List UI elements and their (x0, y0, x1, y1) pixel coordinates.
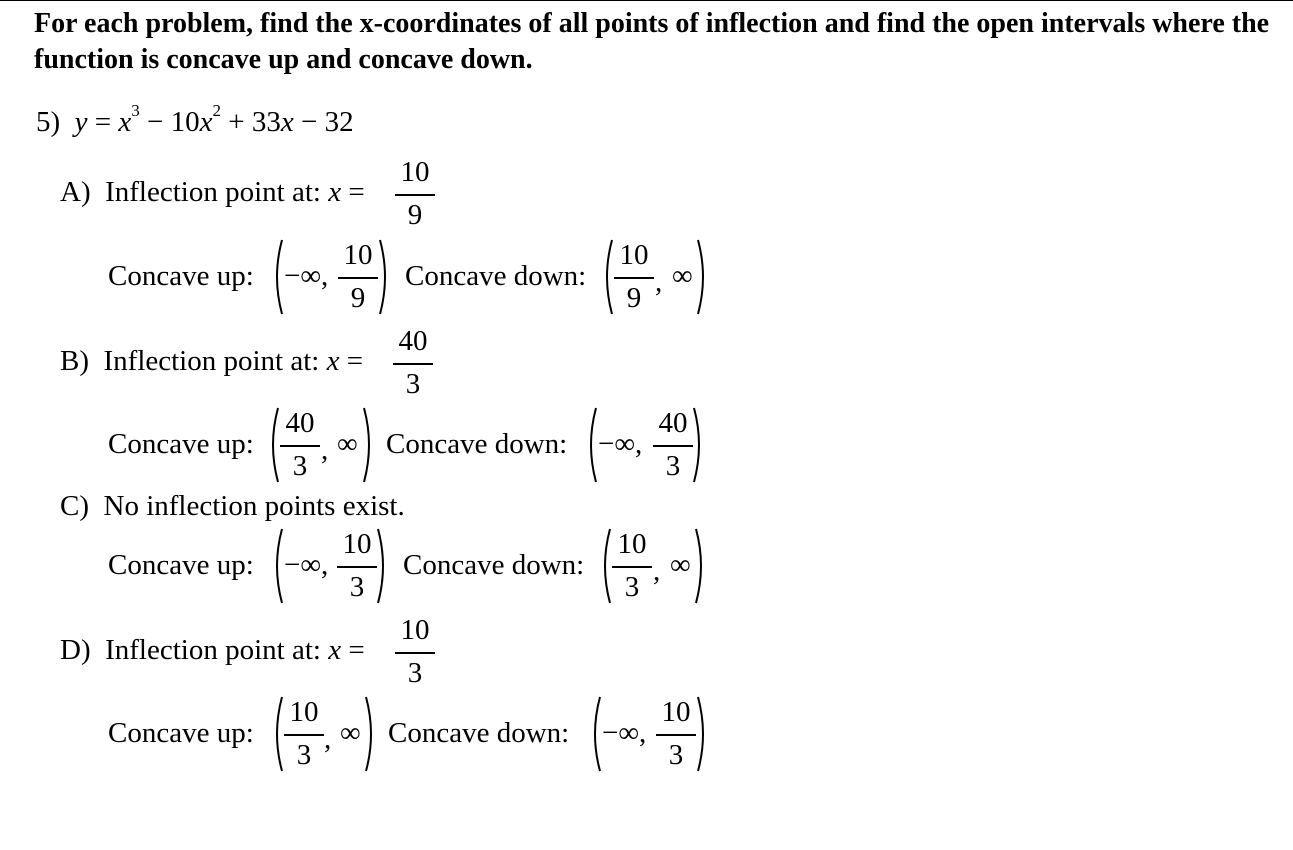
infinity: ∞ (670, 549, 691, 581)
neg-infinity: −∞, (602, 717, 647, 749)
choice-d-concave-up-label: Concave up: (108, 717, 254, 749)
choice-c-up-fraction: 10 3 (337, 530, 377, 603)
infinity: ∞ (672, 260, 693, 292)
choice-b-label: B) Inflection point at: x = (60, 345, 364, 377)
choice-d-down-fraction: 10 3 (656, 698, 696, 771)
infinity: ∞ (340, 717, 361, 749)
left-paren (598, 527, 612, 605)
left-paren (584, 406, 598, 484)
left-paren (270, 527, 284, 605)
eq-term-33x: 33x (251, 106, 294, 138)
left-paren (266, 406, 280, 484)
comma: , (321, 434, 329, 466)
choice-d-label: D) Inflection point at: x = (60, 634, 365, 666)
choice-a-label: A) Inflection point at: x = (60, 176, 365, 208)
neg-infinity: −∞, (284, 260, 329, 292)
choice-a-x-fraction: 10 9 (395, 158, 435, 231)
choice-a-up-fraction: 10 9 (338, 241, 378, 314)
choice-b-x-fraction: 40 3 (393, 327, 433, 400)
choice-a-concave-up-label: Concave up: (108, 260, 254, 292)
right-paren (376, 527, 390, 605)
right-paren (362, 406, 376, 484)
choice-d-up-fraction: 10 3 (284, 698, 324, 771)
right-paren (364, 695, 378, 773)
choice-d-x-fraction: 10 3 (395, 616, 435, 689)
problem-equation: 5) $y = x^3 - 10x^2 + 33x - 32$ (36, 101, 354, 138)
neg-infinity: −∞, (598, 428, 643, 460)
top-rule (0, 0, 1293, 1)
right-paren (696, 695, 710, 773)
choice-c-concave-down-label: Concave down: (403, 549, 585, 581)
right-paren (694, 527, 708, 605)
left-paren (600, 238, 614, 316)
left-paren (270, 238, 284, 316)
choice-b-up-fraction: 40 3 (280, 409, 320, 482)
eq-term-10x: 10x (170, 106, 213, 138)
instructions: For each problem, find the x-coordinates of all points of inflection and find the open intervals where the function is concave up and concave down. (34, 8, 1270, 75)
eq-lhs: y (74, 106, 88, 138)
right-paren (378, 238, 392, 316)
choice-c-concave-up-label: Concave up: (108, 549, 254, 581)
choice-a-down-fraction: 10 9 (614, 241, 654, 314)
right-paren (692, 406, 706, 484)
left-paren (588, 695, 602, 773)
left-paren (270, 695, 284, 773)
right-paren (696, 238, 710, 316)
comma: , (655, 266, 663, 298)
choice-d-concave-down-label: Concave down: (388, 717, 570, 749)
choice-b-concave-up-label: Concave up: (108, 428, 254, 460)
problem-number: 5) (36, 106, 61, 138)
comma: , (653, 555, 661, 587)
choice-a-concave-down-label: Concave down: (405, 260, 587, 292)
comma: , (324, 723, 332, 755)
neg-infinity: −∞, (284, 549, 329, 581)
choice-c-down-fraction: 10 3 (612, 530, 652, 603)
choice-b-concave-down-label: Concave down: (386, 428, 568, 460)
infinity: ∞ (337, 428, 358, 460)
choice-b-down-fraction: 40 3 (653, 409, 693, 482)
choice-c-label: C) No inflection points exist. (60, 490, 405, 522)
